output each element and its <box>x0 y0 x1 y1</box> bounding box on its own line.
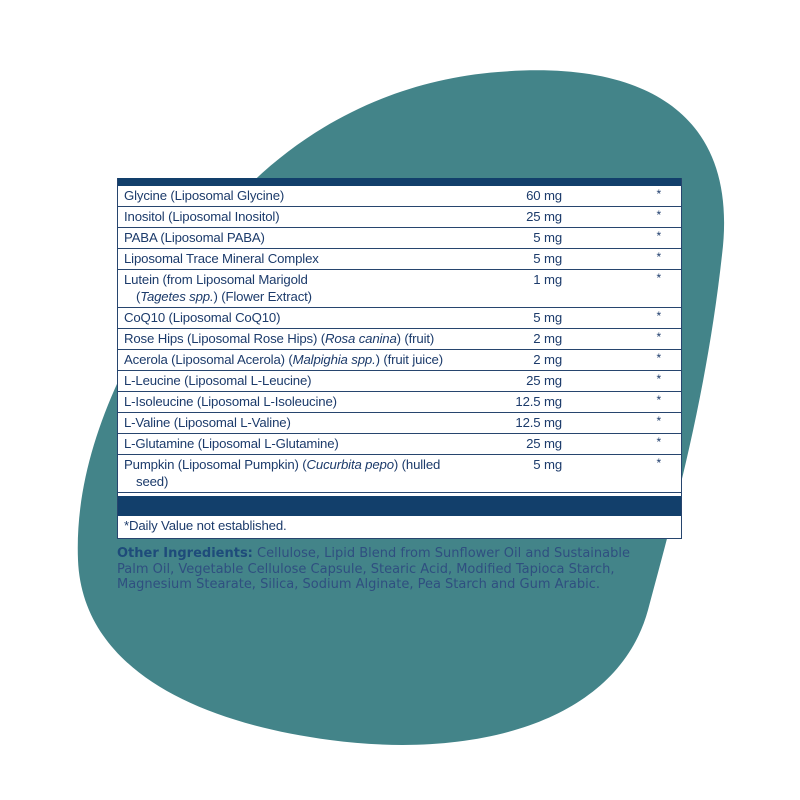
ingredient-name-suffix: seed) <box>136 473 169 489</box>
ingredient-name-text: Lutein (from Liposomal Marigold <box>124 272 308 287</box>
ingredient-row <box>118 249 681 270</box>
daily-value-marker: * <box>656 187 661 201</box>
ingredient-name-suffix: ) (Flower Extract) <box>213 288 312 304</box>
ingredient-row <box>118 329 681 350</box>
ingredient-amount: 5 mg <box>533 251 562 266</box>
daily-value-marker: * <box>656 271 661 285</box>
ingredient-row <box>118 392 681 413</box>
ingredient-name <box>124 209 464 225</box>
ingredient-table <box>118 186 681 493</box>
ingredient-name <box>124 251 464 267</box>
ingredient-name-suffix: ) (hulled <box>393 457 441 472</box>
panel-bottom-rule <box>118 538 681 539</box>
daily-value-footnote: *Daily Value not established. <box>124 518 287 533</box>
ingredient-name <box>124 457 464 490</box>
ingredient-name-text: Acerola (Liposomal Acerola) ( <box>124 352 293 367</box>
ingredient-second-line: (Tagetes spp.) (Flower Extract) <box>136 288 312 304</box>
ingredient-name <box>124 331 464 347</box>
top-navy-bar <box>118 178 681 186</box>
ingredient-name-text: Rose Hips (Liposomal Rose Hips) ( <box>124 331 325 346</box>
ingredient-amount: 5 mg <box>533 310 562 325</box>
ingredient-amount: 5 mg <box>533 457 562 472</box>
other-ingredients-paragraph <box>117 546 662 593</box>
ingredient-name <box>124 310 464 326</box>
ingredient-row <box>118 455 681 493</box>
daily-value-marker: * <box>656 414 661 428</box>
ingredient-row <box>118 270 681 308</box>
ingredient-name-text: L-Glutamine (Liposomal L-Glutamine) <box>124 436 339 451</box>
ingredient-name-text: Pumpkin (Liposomal Pumpkin) ( <box>124 457 307 472</box>
daily-value-marker: * <box>656 309 661 323</box>
ingredient-amount: 25 mg <box>526 209 562 224</box>
ingredient-name <box>124 188 464 204</box>
ingredient-amount: 12.5 mg <box>515 415 562 430</box>
other-ingredients-text: Cellulose, Lipid Blend from Sunflower Oil and Sustainable Palm Oil, Vegetable Cellulose Capsule, Stearic Acid, Modified Tapioca Starch, Magnesium Stearate, Silica, Sodium Alginate, Pea Starch and Gum Arabic. <box>117 546 630 592</box>
ingredient-name <box>124 352 464 368</box>
supplement-facts-panel <box>117 178 682 539</box>
daily-value-marker: * <box>656 229 661 243</box>
daily-value-marker: * <box>656 208 661 222</box>
daily-value-marker: * <box>656 330 661 344</box>
ingredient-row <box>118 371 681 392</box>
ingredient-name-suffix: ) (fruit) <box>396 331 435 346</box>
ingredient-name-text: L-Isoleucine (Liposomal L-Isoleucine) <box>124 394 337 409</box>
ingredient-second-line <box>124 474 168 489</box>
ingredient-row <box>118 308 681 329</box>
ingredient-name <box>124 415 464 431</box>
daily-value-marker: * <box>656 351 661 365</box>
ingredient-amount: 1 mg <box>533 272 562 287</box>
daily-value-marker: * <box>656 372 661 386</box>
daily-value-marker: * <box>656 393 661 407</box>
daily-value-marker: * <box>656 250 661 264</box>
ingredient-name-suffix: ) (fruit juice) <box>375 352 443 367</box>
ingredient-latin-name: Tagetes spp. <box>140 288 214 304</box>
ingredient-row <box>118 413 681 434</box>
ingredient-name-text: L-Valine (Liposomal L-Valine) <box>124 415 291 430</box>
ingredient-row <box>118 228 681 249</box>
ingredient-name <box>124 230 464 246</box>
ingredient-amount: 12.5 mg <box>515 394 562 409</box>
bottom-navy-bar <box>118 496 681 516</box>
ingredient-latin-name: Rosa canina <box>325 331 397 346</box>
ingredient-amount: 2 mg <box>533 331 562 346</box>
ingredient-row <box>118 186 681 207</box>
ingredient-amount: 25 mg <box>526 436 562 451</box>
ingredient-amount: 25 mg <box>526 373 562 388</box>
ingredient-row <box>118 350 681 371</box>
ingredient-amount: 60 mg <box>526 188 562 203</box>
daily-value-marker: * <box>656 435 661 449</box>
ingredient-name <box>124 272 464 305</box>
ingredient-name-text: L-Leucine (Liposomal L-Leucine) <box>124 373 312 388</box>
ingredient-latin-name: Cucurbita pepo <box>306 457 394 472</box>
ingredient-name-text: Inositol (Liposomal Inositol) <box>124 209 280 224</box>
ingredient-name-text: PABA (Liposomal PABA) <box>124 230 265 245</box>
daily-value-marker: * <box>656 456 661 470</box>
ingredient-name-text: Liposomal Trace Mineral Complex <box>124 251 319 266</box>
ingredient-name-text: CoQ10 (Liposomal CoQ10) <box>124 310 281 325</box>
ingredient-row <box>118 207 681 228</box>
ingredient-name-text: Glycine (Liposomal Glycine) <box>124 188 285 203</box>
ingredient-latin-name: Malpighia spp. <box>292 352 376 367</box>
ingredient-name <box>124 373 464 389</box>
ingredient-name <box>124 436 464 452</box>
ingredient-row <box>118 434 681 455</box>
ingredient-amount: 5 mg <box>533 230 562 245</box>
ingredient-amount: 2 mg <box>533 352 562 367</box>
ingredient-name <box>124 394 464 410</box>
other-ingredients-label: Other Ingredients: <box>117 546 253 561</box>
